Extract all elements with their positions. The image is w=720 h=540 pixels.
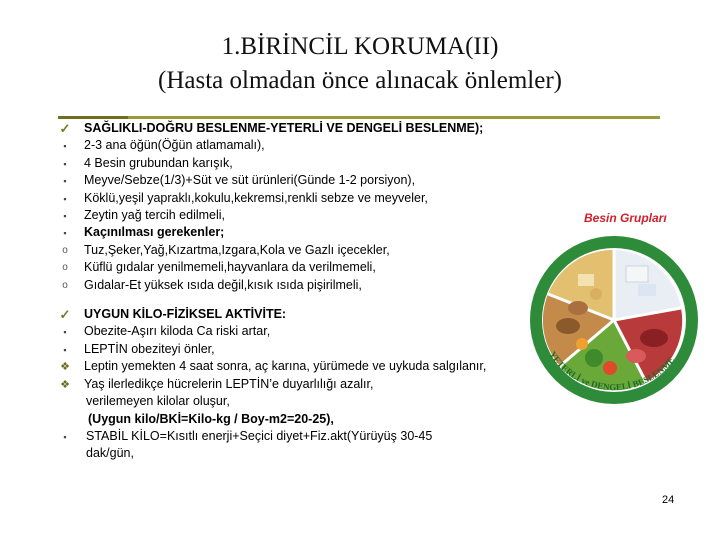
slide-title [0,30,720,98]
circle-bullet-icon: o [62,279,68,291]
list-item: o Tuz,Şeker,Yağ,Kızartma,Izgara,Kola ve Gazlı içecekler, [58,242,498,259]
bullet-icon: ▪ [63,141,67,152]
diamond-bullet-icon: ❖ [60,361,70,374]
title-line-1: 1.BİRİNCİL KORUMA(II) [221,33,499,60]
title-divider-accent [58,116,128,119]
section2-heading: ✓ UYGUN KİLO-FİZİKSEL AKTİVİTE: [59,307,287,323]
food-groups-image [526,198,704,410]
circle-bullet-icon: o [62,244,68,256]
list-item: ▪ Meyve/Sebze(1/3)+Süt ve süt ürünleri(Günde 1-2 porsiyon), [58,172,498,189]
list-item: ▪ 2-3 ana öğün(Öğün atlamamalı), [58,137,498,154]
list-item-continuation: verilemeyen kilolar oluşur, [86,394,230,409]
circle-bullet-icon: o [62,262,68,274]
list-item: ▪ Zeytin yağ tercih edilmeli, [58,207,498,224]
list-item: ▪ STABİL KİLO=Kısıtlı enerji+Seçici diyet+Fiz.akt(Yürüyüş 30-45 dak/gün, [58,428,498,463]
list-item-avoid-heading: ▪ Kaçınılması gerekenler; [58,224,498,241]
bullet-icon: ▪ [63,158,67,169]
diamond-bullet-icon: ❖ [60,378,70,391]
list-item: ❖ Yaş ilerledikçe hücrelerin LEPTİN’e duyarlılığı azalır, [58,376,498,393]
checkmark-icon: ✓ [59,307,71,323]
bullet-icon: ▪ [63,344,67,355]
ring-text: YETERLİ ve DENGELİ BESLENME [547,349,677,393]
bullet-icon: ▪ [63,193,67,204]
food-groups-title: Besin Grupları [584,211,667,225]
bullet-icon: ▪ [63,327,67,338]
checkmark-icon: ✓ [59,121,71,136]
list-item: ❖ Leptin yemekten 4 saat sonra, aç karına, yürümede ve uykuda salgılanır, [58,358,498,375]
bullet-icon: ▪ [63,431,67,442]
list-item: ▪ Köklü,yeşil yapraklı,kokulu,kekremsi,renkli sebze ve meyveler, [58,190,498,207]
bullet-icon: ▪ [63,176,67,187]
list-item: ▪ LEPTİN obeziteyi önler, [58,341,498,358]
list-item-formula: (Uygun kilo/BKİ=Kilo-kg / Boy-m2=20-25), [88,411,334,426]
list-item: ▪ Obezite-Aşırı kiloda Ca riski artar, [58,323,498,340]
list-item: o Küflü gıdalar yenilmemeli,hayvanlara da verilmemeli, [58,259,498,276]
food-plate-graphic [526,198,704,410]
title-line-2: (Hasta olmadan önce alınacak önlemler) [158,67,562,94]
section1-heading: ✓ SAĞLIKLI-DOĞRU BESLENME-YETERLİ VE DENGELİ BESLENME); [59,121,484,136]
slide-body [58,120,498,463]
list-item: ▪ 4 Besin grubundan karışık, [58,155,498,172]
list-item: o Gıdalar-Et yüksek ısıda değil,kısık ısıda pişirilmeli, [58,277,498,294]
title-divider [58,116,660,119]
bullet-icon: ▪ [63,228,67,239]
bullet-icon: ▪ [63,211,67,222]
page-number: 24 [662,494,675,506]
